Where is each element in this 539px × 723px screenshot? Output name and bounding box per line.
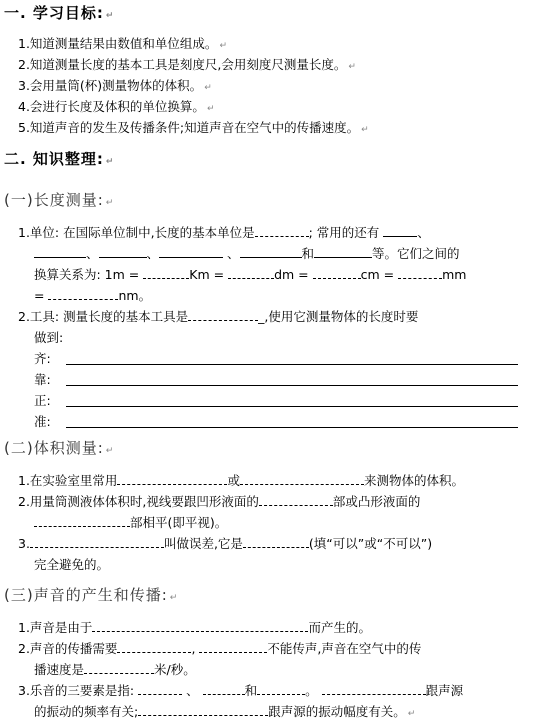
volume-line-2: 2.用量筒测液体体积时,视线要跟凹形液面的 部或凸形液面的: [18, 494, 421, 509]
subsection-title-length: (一)长度测量: ↵: [4, 191, 115, 209]
section-title-knowledge: 二. 知识整理: ↵: [4, 150, 115, 168]
sound-line-2: 2.声音的传播需要 , 不能传声,声音在空气中的传: [18, 641, 422, 656]
length-tool-doto-line: 做到:: [34, 330, 64, 345]
subsection-title-sound: (三)声音的产生和传播: ↵: [4, 586, 179, 604]
goal-item-4: 4.会进行长度及体积的单位换算。 ↵: [18, 99, 215, 114]
sound-line-1: 1.声音是由于 而产生的。: [18, 620, 371, 635]
rule-zheng-label: 正:: [34, 393, 51, 408]
rule-kao-label: 靠:: [34, 372, 51, 387]
goal-item-2: 2.知道测量长度的基本工具是刻度尺,会用刻度尺测量长度。 ↵: [18, 57, 356, 72]
volume-line-5: 完全避免的。: [34, 557, 110, 572]
rule-kao-line: [66, 385, 518, 386]
goal-item-1: 1.知道测量结果由数值和单位组成。 ↵: [18, 36, 227, 51]
section-title-learning-goals: 一. 学习目标: ↵: [4, 4, 115, 22]
volume-line-4: 3. 叫做误差,它是 (填“可以”或“不可以”): [18, 536, 433, 551]
rule-zheng-line: [66, 406, 518, 407]
goal-item-5: 5.知道声音的发生及传播条件;知道声音在空气中的传播速度。 ↵: [18, 120, 369, 135]
rule-zhun-label: 准:: [34, 414, 51, 429]
rule-zhun-line: [66, 427, 518, 428]
sound-line-4: 3.乐音的三要素是指: 、 和 。 跟声源: [18, 683, 464, 698]
sound-line-5: 的振动的频率有关; 跟声源的振动幅度有关。 ↵: [34, 704, 416, 719]
subsection-title-volume: (二)体积测量: ↵: [4, 439, 115, 457]
length-unit-blanks-line: 、 、 、 和 等。它们之间的: [34, 245, 539, 263]
length-tool-line: 2.工具: 测量长度的基本工具是 _,使用它测量物体的长度时要: [18, 309, 419, 324]
rule-qi-label: 齐:: [34, 351, 51, 366]
rule-qi-line: [66, 364, 518, 365]
goal-item-3: 3.会用量筒(杯)测量物体的体积。 ↵: [18, 78, 212, 93]
sound-line-3: 播速度是 米/秒。: [34, 662, 196, 677]
length-unit-line: 1.单位: 在国际单位制中,长度的基本单位是 ; 常用的还有 、: [18, 225, 430, 240]
volume-line-3: 部相平(即平视)。: [34, 514, 539, 532]
length-conversion-line: 换算关系为: 1m = Km = dm = cm = mm: [34, 267, 467, 282]
volume-line-1: 1.在实验室里常用 或 来测物体的体积。: [18, 473, 464, 488]
length-conversion-nm-line: = nm。: [34, 288, 152, 303]
